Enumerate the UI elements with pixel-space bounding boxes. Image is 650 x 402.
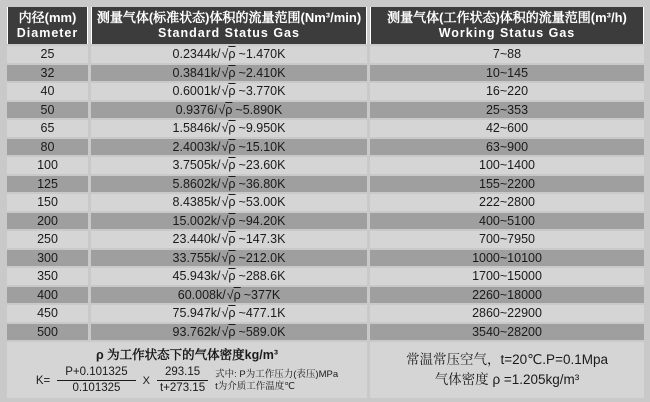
working-cell: 63~900 [370,139,644,156]
working-cell: 700~7950 [370,231,644,248]
sqrt-icon: √ [221,176,229,191]
sqrt-icon: √ [221,84,229,99]
table-row [7,139,644,156]
table-row [7,268,644,285]
diameter-cell: 80 [7,139,88,156]
table-row [7,250,644,267]
rho-symbol: ρ [228,213,236,228]
working-cell: 2860~22900 [370,305,644,322]
standard-cell [91,305,367,322]
diameter-cell: 450 [7,305,88,322]
fraction-pressure [57,366,135,394]
working-cell: 3540~28200 [370,324,644,341]
rho-symbol: ρ [228,65,236,80]
standard-cell [91,65,367,82]
standard-cell [91,176,367,193]
formula-notes [215,369,338,393]
fraction-temperature-numerator: 293.15 [157,366,208,381]
diameter-cell: 125 [7,176,88,193]
footer-density-note: ρ 为工作状态下的气体密度kg/m³ [95,348,279,363]
table-body [7,46,644,340]
fraction-pressure-numerator: P+0.101325 [57,366,135,381]
table-row [7,287,644,304]
working-cell: 25~353 [370,102,644,119]
rho-symbol: ρ [228,176,236,191]
standard-cell [91,157,367,174]
standard-value-prefix: 3.7505k/ [172,158,221,173]
diameter-cell: 32 [7,65,88,82]
diameter-cell: 100 [7,157,88,174]
k-label: K= [35,374,51,387]
standard-value-suffix: ~94.20K [238,213,286,228]
rho-symbol: ρ [228,232,236,247]
working-cell: 1700~15000 [370,268,644,285]
standard-value-prefix: 75.947k/ [172,306,221,321]
standard-cell [91,268,367,285]
standard-cell [91,102,367,119]
working-cell: 10~145 [370,65,644,82]
diameter-cell: 25 [7,46,88,63]
standard-cell [91,139,367,156]
standard-value-prefix: 60.008k/ [177,287,226,302]
table-row [7,194,644,211]
rho-symbol: ρ [228,139,236,154]
table-row [7,305,644,322]
standard-value-suffix: ~147.3K [238,232,286,247]
working-cell: 16~220 [370,83,644,100]
working-cell: 155~2200 [370,176,644,193]
standard-value-suffix: ~9.950K [238,121,286,136]
standard-value-suffix: ~1.470K [238,47,286,62]
diameter-cell: 50 [7,102,88,119]
header-diameter-zh: 内径(mm) [18,9,77,25]
rho-symbol: ρ [225,102,233,117]
rho-symbol: ρ [228,84,236,99]
rho-symbol: ρ [233,287,241,302]
standard-value-prefix: 0.6001k/ [172,84,221,99]
working-cell: 2260~18000 [370,287,644,304]
table-row [7,231,644,248]
standard-value-suffix: ~377K [243,287,281,302]
working-cell: 100~1400 [370,157,644,174]
rho-symbol: ρ [228,324,236,339]
fraction-pressure-denominator: 0.101325 [72,382,121,394]
rho-symbol: ρ [228,121,236,136]
standard-value-prefix: 0.9376/ [175,102,218,117]
standard-cell [91,287,367,304]
formula-note-line2: t为介质工作温度℃ [215,380,295,392]
standard-cell [91,46,367,63]
sqrt-icon: √ [221,324,229,339]
rho-symbol: ρ [228,47,236,62]
air-density-line: 气体密度 ρ =1.205kg/m³ [434,372,580,387]
table-row [7,213,644,230]
spec-table [7,7,644,398]
diameter-cell: 300 [7,250,88,267]
diameter-cell: 200 [7,213,88,230]
header-working [370,7,644,44]
sqrt-icon: √ [221,47,229,62]
sqrt-icon: √ [221,121,229,136]
table-row [7,176,644,193]
rho-symbol: ρ [228,306,236,321]
header-diameter [7,7,88,44]
rho-symbol: ρ [228,269,236,284]
sqrt-icon: √ [221,306,229,321]
multiply-sign: X [142,374,150,387]
standard-value-prefix: 8.4385k/ [172,195,221,210]
standard-value-prefix: 1.5846k/ [172,121,221,136]
sqrt-icon: √ [221,213,229,228]
standard-value-suffix: ~53.00K [238,195,286,210]
table-row [7,65,644,82]
standard-value-prefix: 5.8602k/ [172,176,221,191]
standard-cell [91,250,367,267]
header-standard [91,7,367,44]
k-formula [36,366,338,394]
fraction-temperature [157,366,208,394]
table-row [7,83,644,100]
diameter-cell: 40 [7,83,88,100]
standard-value-suffix: ~36.80K [238,176,286,191]
standard-cell [91,194,367,211]
header-working-en: Working Status Gas [438,25,576,40]
header-standard-zh: 测量气体(标准状态)体积的流量范围(Nm³/min) [96,9,362,25]
table-row [7,157,644,174]
header-diameter-en: Diameter [16,25,79,40]
sqrt-icon: √ [221,65,229,80]
table-header-row [7,7,644,44]
standard-cell [91,83,367,100]
standard-value-suffix: ~23.60K [238,158,286,173]
sqrt-icon: √ [221,250,229,265]
standard-cell [91,120,367,137]
header-standard-en: Standard Status Gas [158,25,300,40]
fraction-temperature-denominator: t+273.15 [160,382,206,394]
table-row [7,46,644,63]
standard-value-prefix: 0.2344k/ [172,47,221,62]
table-row [7,120,644,137]
diameter-cell: 500 [7,324,88,341]
working-cell: 400~5100 [370,213,644,230]
standard-value-prefix: 2.4003k/ [172,139,221,154]
sqrt-icon: √ [226,287,234,302]
standard-value-prefix: 0.3841k/ [172,65,221,80]
rho-symbol: ρ [228,158,236,173]
standard-cell [91,324,367,341]
table-row [7,102,644,119]
standard-value-suffix: ~212.0K [238,250,286,265]
standard-value-suffix: ~2.410K [238,65,286,80]
formula-note-line1: 式中: P为工作压力(表压)MPa [215,368,339,380]
sqrt-icon: √ [221,269,229,284]
diameter-cell: 150 [7,194,88,211]
standard-value-prefix: 15.002k/ [172,213,221,228]
standard-value-suffix: ~288.6K [238,269,286,284]
working-cell: 1000~10100 [370,250,644,267]
standard-value-suffix: ~5.890K [235,102,283,117]
air-condition-line: 常温常压空气，t=20℃.P=0.1Mpa [406,351,608,367]
diameter-cell: 400 [7,287,88,304]
diameter-cell: 65 [7,120,88,137]
diameter-cell: 350 [7,268,88,285]
standard-value-suffix: ~15.10K [238,139,286,154]
rho-symbol: ρ [228,195,236,210]
working-cell: 222~2800 [370,194,644,211]
standard-cell [91,213,367,230]
sqrt-icon: √ [221,195,229,210]
standard-value-prefix: 23.440k/ [172,232,221,247]
standard-value-suffix: ~3.770K [238,84,286,99]
standard-value-suffix: ~477.1K [238,306,286,321]
header-working-zh: 测量气体(工作状态)体积的流量范围(m³/h) [387,9,627,25]
sqrt-icon: √ [218,102,226,117]
standard-value-prefix: 45.943k/ [172,269,221,284]
diameter-cell: 250 [7,231,88,248]
standard-value-suffix: ~589.0K [238,324,286,339]
table-row [7,324,644,341]
table-footer [7,342,644,398]
sqrt-icon: √ [221,158,229,173]
rho-symbol: ρ [228,250,236,265]
standard-cell [91,231,367,248]
footer-air-condition-box [370,342,644,398]
standard-value-prefix: 93.762k/ [172,324,221,339]
working-cell: 42~600 [370,120,644,137]
sqrt-icon: √ [221,232,229,247]
footer-formula-box [7,342,367,398]
standard-value-prefix: 33.755k/ [172,250,221,265]
working-cell: 7~88 [370,46,644,63]
sqrt-icon: √ [221,139,229,154]
